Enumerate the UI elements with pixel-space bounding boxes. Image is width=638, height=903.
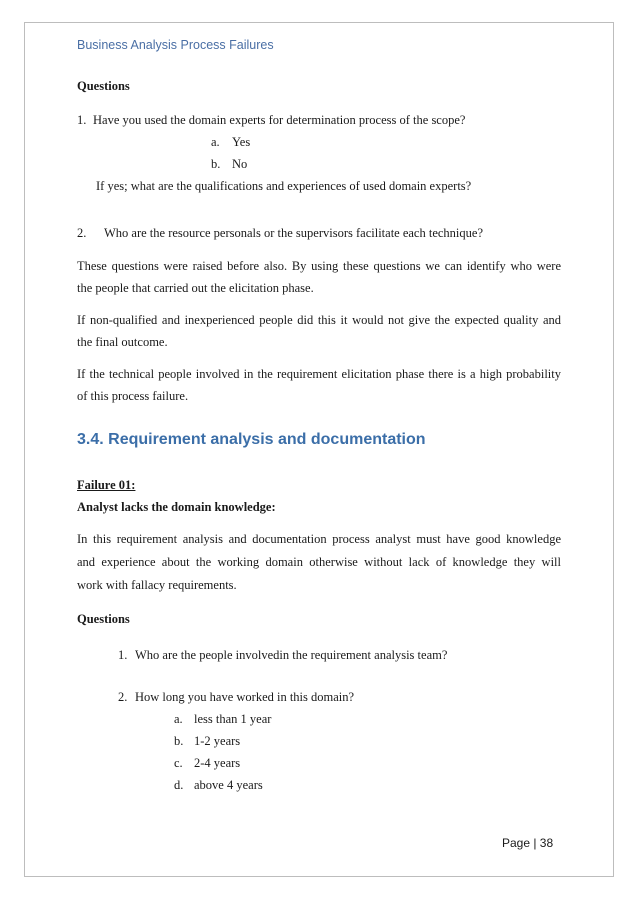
option-marker: a. <box>174 712 183 726</box>
sub-question-1-number: 1. <box>118 648 128 662</box>
paragraph-line: of this process failure. <box>77 389 189 403</box>
paragraph-line: and experience about the working domain otherwise without lack of knowledge they will <box>77 555 561 569</box>
option-text: No <box>232 157 248 171</box>
paragraph-line: If the technical people involved in the requirement elicitation phase there is a high probability <box>77 367 561 381</box>
paragraph-line: the final outcome. <box>77 335 168 349</box>
sub-question-2-number: 2. <box>118 690 128 704</box>
section-heading: 3.4. Requirement analysis and documentation <box>77 431 426 448</box>
question-1-number: 1. <box>77 113 87 127</box>
option-marker: a. <box>211 135 220 149</box>
option-text: above 4 years <box>194 778 263 792</box>
option-marker: c. <box>174 756 183 770</box>
paragraph-line: work with fallacy requirements. <box>77 578 237 592</box>
questions-heading: Questions <box>77 79 130 93</box>
sub-question-1-text: Who are the people involvedin the requirement analysis team? <box>135 648 448 662</box>
option-marker: d. <box>174 778 184 792</box>
option-marker: b. <box>211 157 221 171</box>
questions-heading: Questions <box>77 612 130 626</box>
question-2-number: 2. <box>77 226 87 240</box>
option-marker: b. <box>174 734 184 748</box>
running-header: Business Analysis Process Failures <box>77 38 274 52</box>
paragraph-line: the people that carried out the elicitation phase. <box>77 281 314 295</box>
page-number: Page | 38 <box>502 836 554 850</box>
option-text: Yes <box>232 135 251 149</box>
option-text: 1-2 years <box>194 734 241 748</box>
option-text: less than 1 year <box>194 712 272 726</box>
option-text: 2-4 years <box>194 756 241 770</box>
page-border <box>24 22 614 877</box>
question-2-text: Who are the resource personals or the supervisors facilitate each technique? <box>104 226 483 240</box>
failure-label: Failure 01: <box>77 478 136 492</box>
paragraph-line: In this requirement analysis and documentation process analyst must have good knowledge <box>77 532 561 546</box>
sub-question-2-text: How long you have worked in this domain? <box>135 690 355 704</box>
failure-title: Analyst lacks the domain knowledge: <box>77 500 276 514</box>
paragraph-line: If non-qualified and inexperienced people did this it would not give the expected quality and <box>77 313 561 327</box>
question-1-text: Have you used the domain experts for determination process of the scope? <box>93 113 466 127</box>
question-1-followup: If yes; what are the qualifications and experiences of used domain experts? <box>96 179 472 193</box>
paragraph-line: These questions were raised before also. By using these questions we can identify who were <box>77 259 561 273</box>
